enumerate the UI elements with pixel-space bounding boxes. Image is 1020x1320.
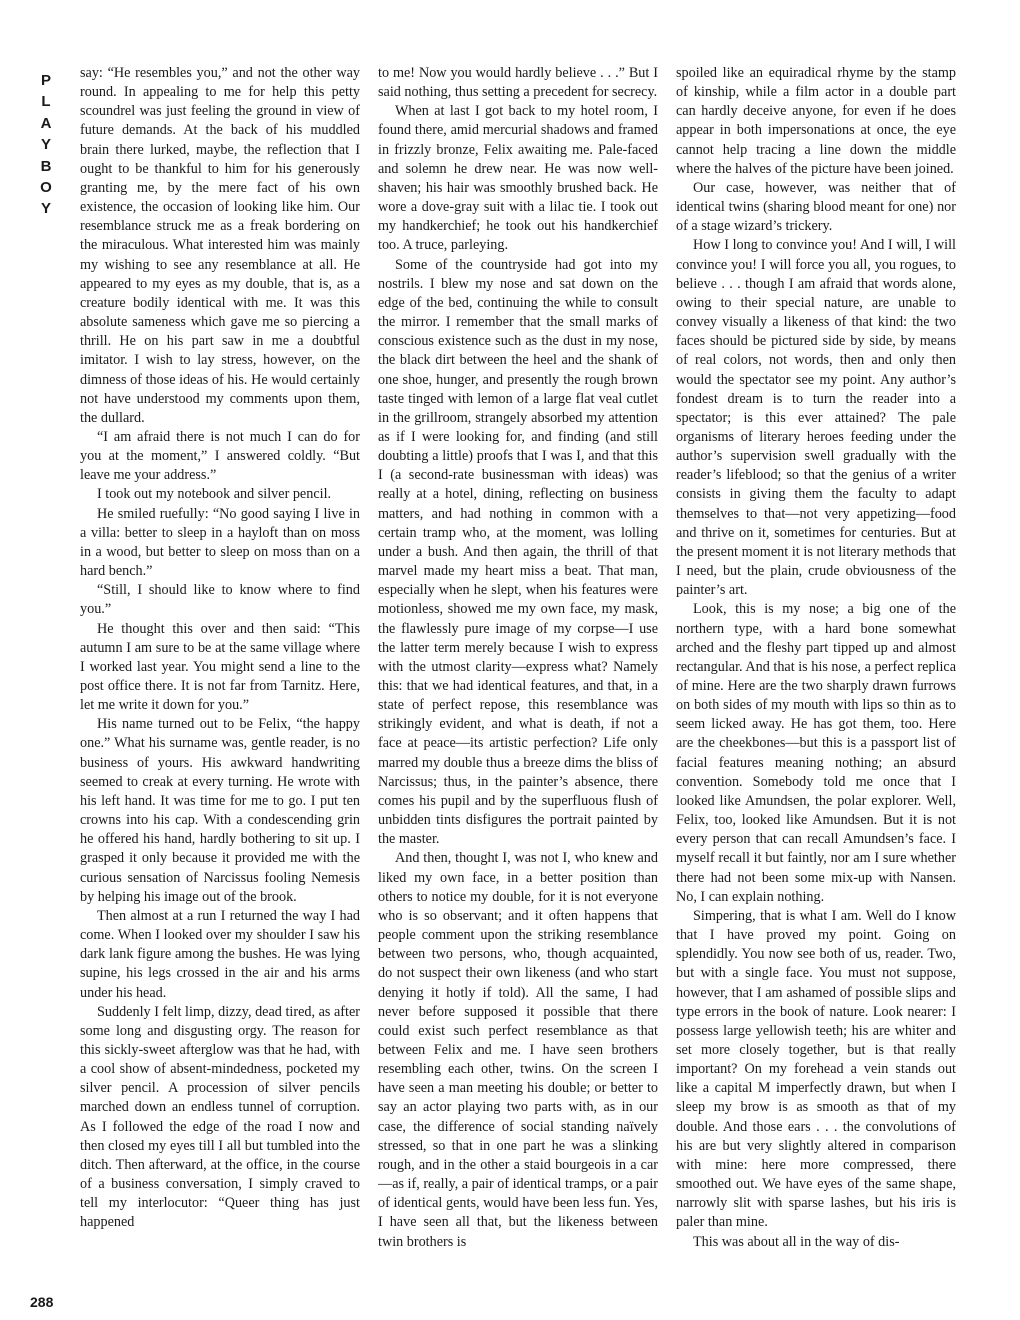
text-column-2 bbox=[378, 64, 658, 1308]
paragraph: Simpering, that is what I am. Well do I know that I have proved my point. Going on splendidly. You now see both of us, reader. Two, but with a single face. You must not suppose, however, that I am ashamed of possible slips and type errors in the book of nature. Look nearer: I possess large yellowish teeth; his are whiter and set more closely together, but is that really important? On my forehead a vein stands out like a capital M imperfectly drawn, but when I sleep my brow is as smooth as that of my double. And those ears . . . the convolutions of his are but very slightly altered in comparison with mine: here more compressed, there smoothed out. We have eyes of the same shape, narrowly slit with sparse lashes, but his iris is paler than mine. bbox=[676, 907, 956, 1231]
paragraph: “I am afraid there is not much I can do for you at the moment,” I answered coldly. “But leave me your address.” bbox=[80, 428, 360, 484]
paragraph: This was about all in the way of dis- bbox=[693, 1233, 900, 1250]
masthead-letter: O bbox=[40, 179, 52, 197]
text-column-1 bbox=[80, 64, 360, 1308]
masthead-letter: A bbox=[40, 114, 52, 132]
paragraph: “Still, I should like to know where to find you.” bbox=[80, 582, 360, 618]
paragraph: spoiled like an equiradical rhyme by the stamp of kinship, while a film actor in a double part can hardly deceive anyone, for even if he does appear in both impersonations at once, the eye cannot help tracing a line down the middle where the halves of the picture have been joined. bbox=[676, 65, 956, 177]
paragraph: Suddenly I felt limp, dizzy, dead tired, as after some long and disgusting orgy. The reason for this sickly-sweet afterglow was that he had, with a cool show of absent-mindedness, pocketed my silver pencil. A procession of silver pencils marched down an endless tunnel of corruption. As I followed the edge of the road I now and then closed my eyes till I all but tumbled into the ditch. Then afterward, at the office, in the course of a business conversation, I simply craved to tell my interlocutor: “Queer thing has just happened bbox=[80, 1003, 360, 1231]
paragraph: say: “He resembles you,” and not the other way round. In appealing to me for help this petty scoundrel was just feeling the ground in view of future demands. At the back of his muddled brain there lurked, maybe, the reflection that I ought to be thankful to him for his generously granting me, by the mere fact of his own existence, the occasion of looking like him. Our resemblance struck me as a freak bordering on the miraculous. What interested him was mainly my wishing to see any resemblance at all. He appeared to my eyes as my double, that is, as a creature bodily identical with me. It was this absolute sameness which gave me so piercing a thrill. He on his part saw in me a doubtful imitator. I wish to lay stress, however, on the dimness of those ideas of his. He would certainly not have understood my comments upon them, the dullard. bbox=[80, 65, 360, 426]
paragraph: How I long to convince you! And I will, I will convince you! I will force you all, you rogues, to believe . . . though I am afraid that words alone, owing to their special nature, are unable to convey visually a likeness of that kind: the two faces should be pictured side by side, by means of real colors, not words, then and only then would the spectator see my point. Any author’s fondest dream is to turn the reader into a spectator; is this ever attained? The pale organisms of literary heroes feeding under the author’s supervision swell gradually with the reader’s lifeblood; so that the genius of a writer consists in giving them the faculty to adapt themselves to that—not very appetizing—food and thrive on it, sometimes for centuries. But at the present moment it is not literary methods that I need, but the plain, crude obviousness of the painter’s art. bbox=[676, 237, 956, 599]
masthead-letter: L bbox=[41, 93, 51, 111]
paragraph: Then almost at a run I returned the way I had come. When I looked over my shoulder I saw his dark lank figure among the bushes. He was lying supine, his legs crossed in the air and his arms under his head. bbox=[80, 907, 360, 1001]
paragraph: And then, thought I, was not I, who knew and liked my own face, in a better position than others to notice my double, for it is not everyone who is so observant; and it often happens that people comment upon the striking resemblance between two persons, who, though acquainted, do not suspect their own likeness (and who start denying it hotly if told). All the same, I had never before supposed it possible that there could exist such perfect resemblance as that between Felix and me. I have seen brothers resembling each other, twins. On the screen I have seen a man meeting his double; or better to say an actor playing two parts with, as in our case, the difference of social standing naïvely stressed, so that in one part he was a slinking rough, and in the other a staid bourgeois in a car—as if, really, a pair of identical tramps, or a pair of identical gents, would have been less fun. Yes, I have seen all that, but the likeness between twin brothers is bbox=[378, 850, 658, 1250]
masthead bbox=[34, 70, 58, 220]
paragraph: Some of the countryside had got into my nostrils. I blew my nose and sat down on the edge of the bed, continuing the while to consult the mirror. I remember that the small marks of conscious existence such as the dust in my nose, the black dirt between the heel and the shank of one shoe, hunger, and presently the rough brown taste tinged with lemon of a large flat veal cutlet in the grillroom, strangely absorbed my attention as if I were looking for, and finding (and still doubting a little) proofs that I was I, and that this I (a second-rate businessman with ideas) was really at a hotel, dining, reflecting on business matters, and had nothing in common with a certain tramp who, at the moment, was lolling under a bush. And then again, the thrill of that marvel made my heart miss a beat. That man, especially when he slept, when his features were motionless, showed me my own face, my mask, the flawlessly pure image of my corpse—I use the latter term merely because I wish to express with the utmost clarity—express what? Namely this: that we had identical features, and that, in a state of perfect repose, this resemblance was strikingly evident, and what is death, if not a face at peace—its artistic perfection? Life only marred my double thus a breeze dims the bliss of Narcissus; thus, in the painter’s absence, there comes his pupil and by the superfluous flush of unbidden tints disfigures the portrait painted by the master. bbox=[378, 256, 658, 848]
paragraph: to me! Now you would hardly believe . . .” But I said nothing, thus setting a precedent for secrecy. bbox=[378, 65, 658, 101]
paragraph: Our case, however, was neither that of identical twins (sharing blood meant for one) nor of a stage wizard’s trickery. bbox=[676, 179, 956, 235]
paragraph: I took out my notebook and silver pencil. bbox=[97, 486, 332, 503]
masthead-letter: P bbox=[40, 72, 51, 89]
paragraph: His name turned out to be Felix, “the happy one.” What his surname was, gentle reader, is no business of yours. His awkward handwriting seemed to creak at every turning. He wrote with his left hand. It was time for me to go. I put ten crowns into his cap. With a condescending grin he offered his hand, hardly bothering to sit up. I grasped it only because it provided me with the curious sensation of Narcissus fooling Nemesis by helping his image out of the brook. bbox=[80, 716, 360, 905]
paragraph: When at last I got back to my hotel room, I found there, amid mercurial shadows and framed in frizzly bronze, Felix awaiting me. Pale-faced and solemn he drew near. He was now well-shaven; his hair was smoothly brushed back. He wore a dove-gray suit with a lilac tie. I took out my handkerchief; he took out his handkerchief too. A truce, parleying. bbox=[378, 103, 658, 254]
text-column-3 bbox=[676, 64, 956, 1308]
masthead-letter: B bbox=[40, 157, 52, 175]
paragraph: He smiled ruefully: “No good saying I live in a villa: better to sleep in a hayloft than on moss in a wood, but better to sleep on moss than on a hard bench.” bbox=[80, 505, 360, 580]
masthead-letter: Y bbox=[40, 136, 51, 154]
paragraph: He thought this over and then said: “This autumn I am sure to be at the same village where I worked last year. You might send a line to the post office there. It is not far from Tarnitz. Here, let me write it down for you.” bbox=[80, 620, 360, 714]
paragraph: Look, this is my nose; a big one of the northern type, with a hard bone somewhat arched and the fleshy part tipped up and almost rectangular. And that is his nose, a perfect replica of mine. Here are the two sharply drawn furrows on both sides of my mouth with lips so thin as to seem licked away. He has got them, too. Here are the cheekbones—but this is a passport list of facial features meaning nothing; an absurd convention. Somebody told me once that I looked like Amundsen, the polar explorer. Well, Felix, too, looked like Amundsen. But it is not every person that can recall Amundsen’s face. I myself recall it but faintly, nor am I sure whether there had not been some mix-up with Nansen. No, I can explain nothing. bbox=[676, 601, 956, 905]
page-number: 288 bbox=[30, 1294, 54, 1310]
masthead-letter: Y bbox=[40, 200, 51, 218]
